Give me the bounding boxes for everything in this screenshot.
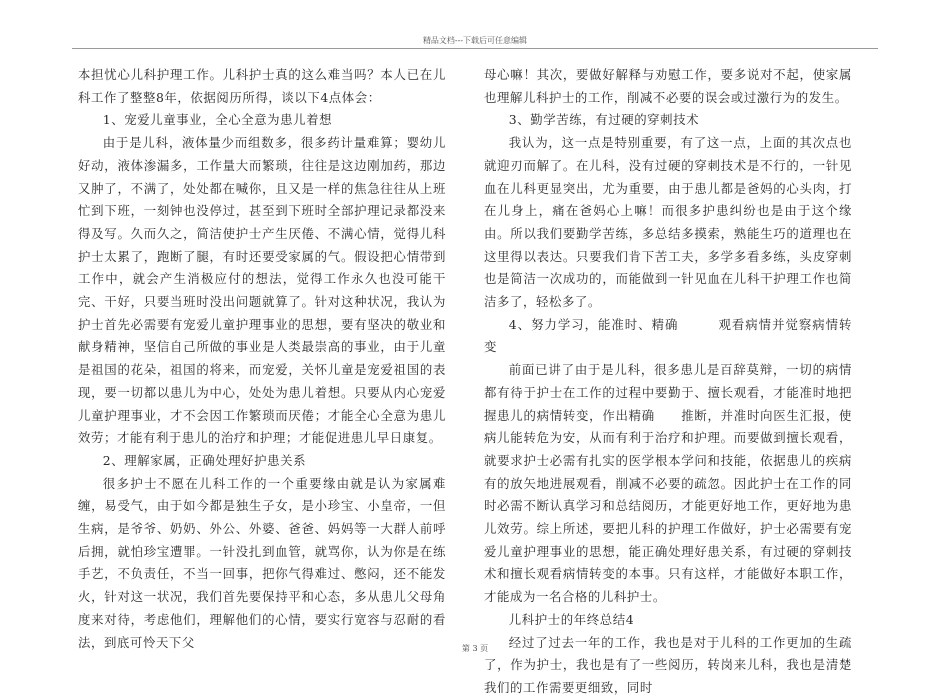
header-rule [72,48,878,49]
section-heading: 3、勤学苦练，有过硬的穿刺技术 [508,112,700,128]
section-heading: 4、努力学习，能准时、精确 观看病情并觉察病情转变 [484,316,852,355]
section-heading: 儿科护士的年终总结4 [508,611,635,627]
paragraph: 前面已讲了由于是儿科，很多患儿是百辞莫辩，一切的病情都有待于护士在工作的过程中要勤于、擅长观看，才能准时地把握患儿的病情转变，作出精确 推断，并准时向医生汇报，使病儿能转危为安，从而有利于治疗和护理。而要做到擅长观看，就要求护士必需有扎实的医学根本学问和技能，依据患儿的疾病有的放矢地进展观看，削减不必要的疏忽。因此护士在工作的同时必需不断认真学习和总结阅历，才能更好地工作，更好地为患儿效劳。综上所述，要把儿科的护理工作做好，护士必需要有宠爱儿童护理事业的思想，能正确处理好患关系，有过硬的穿刺技术和擅长观看病情转变的本事。只有这样，才能做好本职工作，才能成为一名合格的儿科护士。 [484,362,852,605]
paragraph: 经过了过去一年的工作，我也是对于儿科的工作更加的生疏了，作为护士，我也是有了一些阅历，转岗来儿科，我也是清楚我们的工作需要更细致，同时 [484,634,852,695]
paragraph: 我认为，这一点是特别重要，有了这一点，上面的其次点也就迎刃而解了。在儿科，没有过硬的穿刺技术是不行的，一针见血在儿科更显突出，尤为重要，由于患儿都是爸妈的心头肉，打在儿身上，痛在爸妈心上嘛！而很多护患纠纷也是由于这个缘由。所以我们要勤学苦练，多总结多摸索，熟能生巧的道理也在这里得以表达。只要我们肯下苦工夫，多学多看多练，头皮穿刺也是简洁一次成功的，而能做到一针见血在儿科干护理工作也简洁多了，轻松多了。 [484,135,852,310]
right-column [484,64,852,700]
paragraph: 很多护士不愿在儿科工作的一个重要缘由就是认为家属难缠，易受气，由于如今都是独生子女，是小珍宝、小皇帝，一但生病，是爷爷、奶奶、外公、外婆、爸爸、妈妈等一大群人前呼后拥，就怕珍宝遭罪。一针没扎到血管，就骂你，认为你是在练手艺，不负责任，不当一回事，把你气得难过、憋闷，还不能发火，针对这一状况，我们首先要保持平和心态，多从患儿父母角度来对待，考虑他们，理解他们的心情，要实行宽容与忍耐的看法，到底可怜天下父 [78,475,446,650]
page-number: 第 3 页 [461,644,489,653]
paragraph: 本担忧心儿科护理工作。儿科护士真的这么难当吗？本人已在儿科工作了整整8年，依据阅历所得，谈以下4点体会： [78,67,446,105]
section-heading: 2、理解家属，正确处理好护患关系 [102,452,307,468]
paragraph: 由于是儿科，液体量少而组数多，很多药计量难算；婴幼儿好动，液体渗漏多，工作量大而繁琐，往往是这边刚加药，那边又肿了，不满了，处处都在喊你，且又是一样的焦急往往从上班忙到下班，一刻钟也没停过，甚至到下班时全部护理记录都没来得及写。久而久之，简洁使护士产生厌倦、不满心情，觉得儿科护士太累了，跑断了腿，有时还要受家属的气。假设把心情带到工作中，就会产生消极应付的想法，觉得工作永久也没可能干完、干好，只要当班时没出问题就算了。针对这种状况，我认为护士首先必需要有宠爱儿童护理事业的思想，要有坚决的敬业和献身精神，坚信自己所做的事业是人类最崇高的事业，由于儿童是祖国的花朵，祖国的将来，而宠爱，关怀儿童是宠爱祖国的表现，要一切都以患儿为中心，处处为患儿着想。只要从内心宠爱儿童护理事业，才不会因工作繁琐而厌倦；才能全心全意为患儿效劳；才能有利于患儿的治疗和护理；才能促进患儿早日康复。 [78,135,446,446]
header-text: 精品文档---下载后可任意编辑 [422,36,528,45]
section-heading: 1、宠爱儿童事业，全心全意为患儿着想 [102,112,333,128]
paragraph: 母心嘛！其次，要做好解释与劝慰工作，要多说对不起，使家属也理解儿科护士的工作，削减不必要的误会或过激行为的发生。 [484,67,852,105]
page-header [0,0,950,45]
left-column [78,64,446,654]
